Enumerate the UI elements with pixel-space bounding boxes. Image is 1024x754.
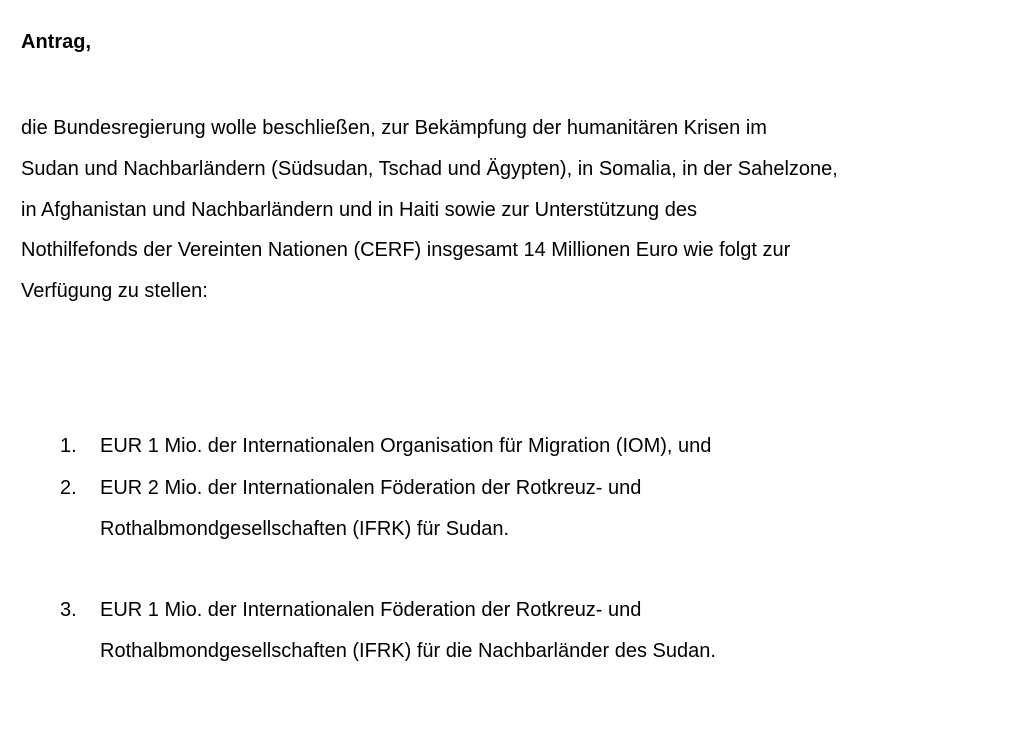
intro-paragraph xyxy=(21,108,1011,312)
intro-line: Verfügung zu stellen: xyxy=(21,280,208,303)
list-item-number: 2. xyxy=(60,477,77,499)
document-heading: Antrag, xyxy=(21,31,91,53)
list-item-line: EUR 2 Mio. der Internationalen Föderation der Rotkreuz- und xyxy=(100,477,642,499)
list-item-number: 1. xyxy=(60,435,77,457)
list-item-text xyxy=(100,468,1000,550)
intro-line: Sudan und Nachbarländern (Südsudan, Tschad und Ägypten), in Somalia, in der Sahelzone, xyxy=(21,157,838,180)
list-item-line: EUR 1 Mio. der Internationalen Föderation der Rotkreuz- und xyxy=(100,599,642,621)
intro-line: die Bundesregierung wolle beschließen, zur Bekämpfung der humanitären Krisen im xyxy=(21,117,767,139)
intro-line: Nothilfefonds der Vereinten Nationen (CERF) insgesamt 14 Millionen Euro wie folgt zur xyxy=(21,239,791,262)
intro-line: in Afghanistan und Nachbarländern und in Haiti sowie zur Unterstützung des xyxy=(21,198,697,221)
list-item-line: Rothalbmondgesellschaften (IFRK) für Sudan. xyxy=(100,517,510,540)
list-item-text xyxy=(100,590,1000,672)
list-item-text xyxy=(100,426,1000,467)
list-item-line: EUR 1 Mio. der Internationalen Organisation für Migration (IOM), und xyxy=(100,435,712,457)
list-item-number: 3. xyxy=(60,599,77,621)
list-item-line: Rothalbmondgesellschaften (IFRK) für die Nachbarländer des Sudan. xyxy=(100,639,716,662)
